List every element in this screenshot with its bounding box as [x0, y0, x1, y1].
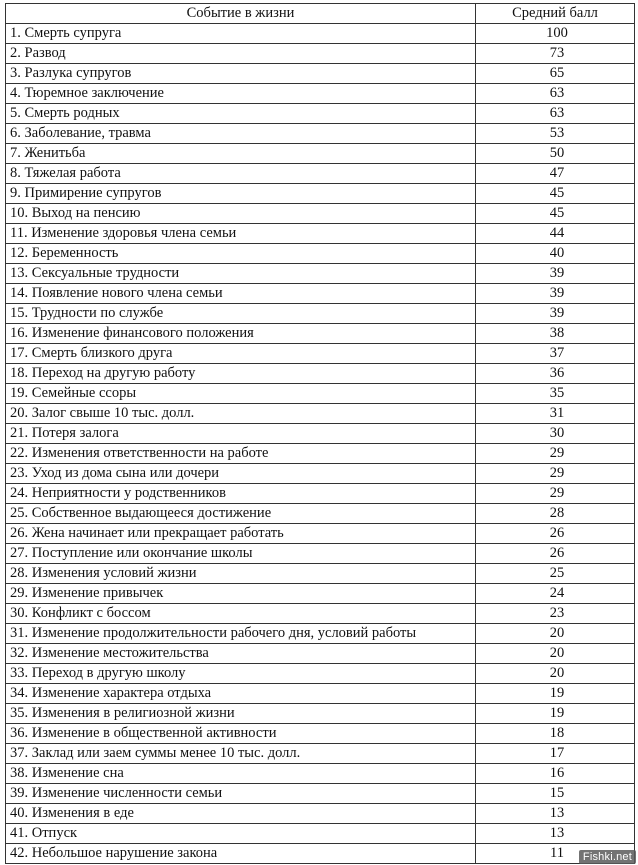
event-cell: 29. Изменение привычек — [6, 584, 476, 604]
score-cell: 37 — [476, 344, 635, 364]
table-row — [6, 784, 635, 804]
event-cell: 34. Изменение характера отдыха — [6, 684, 476, 704]
score-cell: 20 — [476, 624, 635, 644]
event-cell: 5. Смерть родных — [6, 104, 476, 124]
score-cell: 25 — [476, 564, 635, 584]
event-cell: 10. Выход на пенсию — [6, 204, 476, 224]
table-row — [6, 184, 635, 204]
score-cell: 19 — [476, 704, 635, 724]
table-row — [6, 24, 635, 44]
table-body — [6, 24, 635, 864]
event-cell: 11. Изменение здоровья члена семьи — [6, 224, 476, 244]
event-cell: 6. Заболевание, травма — [6, 124, 476, 144]
event-cell: 31. Изменение продолжительности рабочего дня, условий работы — [6, 624, 476, 644]
score-cell: 13 — [476, 804, 635, 824]
score-cell: 73 — [476, 44, 635, 64]
event-cell: 41. Отпуск — [6, 824, 476, 844]
table-row — [6, 664, 635, 684]
table-row — [6, 504, 635, 524]
watermark: Fishki.net — [579, 850, 636, 864]
table-row — [6, 524, 635, 544]
table-row — [6, 704, 635, 724]
table-row — [6, 564, 635, 584]
score-cell: 20 — [476, 644, 635, 664]
table-row — [6, 364, 635, 384]
score-cell: 13 — [476, 824, 635, 844]
event-cell: 30. Конфликт с боссом — [6, 604, 476, 624]
score-cell: 65 — [476, 64, 635, 84]
score-cell: 29 — [476, 484, 635, 504]
table-row — [6, 264, 635, 284]
event-cell: 25. Собственное выдающееся достижение — [6, 504, 476, 524]
event-cell: 40. Изменения в еде — [6, 804, 476, 824]
score-cell: 39 — [476, 264, 635, 284]
table-row — [6, 124, 635, 144]
event-cell: 3. Разлука супругов — [6, 64, 476, 84]
score-cell: 38 — [476, 324, 635, 344]
event-cell: 2. Развод — [6, 44, 476, 64]
event-cell: 32. Изменение местожительства — [6, 644, 476, 664]
table-row — [6, 84, 635, 104]
event-cell: 33. Переход в другую школу — [6, 664, 476, 684]
table-row — [6, 464, 635, 484]
score-cell: 26 — [476, 544, 635, 564]
score-cell: 24 — [476, 584, 635, 604]
table-row — [6, 804, 635, 824]
life-events-table — [5, 3, 635, 864]
event-cell: 22. Изменения ответственности на работе — [6, 444, 476, 464]
event-cell: 20. Залог свыше 10 тыс. долл. — [6, 404, 476, 424]
header-score: Средний балл — [476, 4, 635, 24]
table-row — [6, 544, 635, 564]
event-cell: 37. Заклад или заем суммы менее 10 тыс. долл. — [6, 744, 476, 764]
table-row — [6, 204, 635, 224]
table-row — [6, 644, 635, 664]
score-cell: 44 — [476, 224, 635, 244]
table-row — [6, 104, 635, 124]
table-row — [6, 304, 635, 324]
score-cell: 23 — [476, 604, 635, 624]
event-cell: 1. Смерть супруга — [6, 24, 476, 44]
table-row — [6, 44, 635, 64]
event-cell: 8. Тяжелая работа — [6, 164, 476, 184]
score-cell: 100 — [476, 24, 635, 44]
event-cell: 4. Тюремное заключение — [6, 84, 476, 104]
table-row — [6, 684, 635, 704]
score-cell: 40 — [476, 244, 635, 264]
score-cell: 15 — [476, 784, 635, 804]
score-cell: 63 — [476, 104, 635, 124]
event-cell: 26. Жена начинает или прекращает работать — [6, 524, 476, 544]
table-row — [6, 164, 635, 184]
event-cell: 42. Небольшое нарушение закона — [6, 844, 476, 864]
score-cell: 26 — [476, 524, 635, 544]
table-row — [6, 284, 635, 304]
table-row — [6, 484, 635, 504]
table-row — [6, 724, 635, 744]
event-cell: 7. Женитьба — [6, 144, 476, 164]
table-row — [6, 844, 635, 864]
score-cell: 45 — [476, 184, 635, 204]
table-row — [6, 764, 635, 784]
score-cell: 47 — [476, 164, 635, 184]
score-cell: 39 — [476, 284, 635, 304]
score-cell: 29 — [476, 464, 635, 484]
score-cell: 11 — [476, 844, 635, 864]
table-row — [6, 344, 635, 364]
table-row — [6, 244, 635, 264]
table-row — [6, 584, 635, 604]
score-cell: 30 — [476, 424, 635, 444]
event-cell: 14. Появление нового члена семьи — [6, 284, 476, 304]
event-cell: 19. Семейные ссоры — [6, 384, 476, 404]
header-event: Событие в жизни — [6, 4, 476, 24]
score-cell: 18 — [476, 724, 635, 744]
event-cell: 12. Беременность — [6, 244, 476, 264]
event-cell: 13. Сексуальные трудности — [6, 264, 476, 284]
table-row — [6, 224, 635, 244]
table-row — [6, 744, 635, 764]
event-cell: 38. Изменение сна — [6, 764, 476, 784]
table-row — [6, 824, 635, 844]
table-row — [6, 144, 635, 164]
event-cell: 23. Уход из дома сына или дочери — [6, 464, 476, 484]
score-cell: 35 — [476, 384, 635, 404]
table-row — [6, 424, 635, 444]
table-header-row — [6, 4, 635, 24]
score-cell: 19 — [476, 684, 635, 704]
event-cell: 17. Смерть близкого друга — [6, 344, 476, 364]
event-cell: 16. Изменение финансового положения — [6, 324, 476, 344]
score-cell: 39 — [476, 304, 635, 324]
score-cell: 50 — [476, 144, 635, 164]
event-cell: 9. Примирение супругов — [6, 184, 476, 204]
score-cell: 53 — [476, 124, 635, 144]
table-row — [6, 64, 635, 84]
event-cell: 39. Изменение численности семьи — [6, 784, 476, 804]
score-cell: 63 — [476, 84, 635, 104]
score-cell: 16 — [476, 764, 635, 784]
event-cell: 36. Изменение в общественной активности — [6, 724, 476, 744]
score-cell: 31 — [476, 404, 635, 424]
score-cell: 20 — [476, 664, 635, 684]
table-row — [6, 384, 635, 404]
table-row — [6, 404, 635, 424]
event-cell: 35. Изменения в религиозной жизни — [6, 704, 476, 724]
table-row — [6, 604, 635, 624]
score-cell: 29 — [476, 444, 635, 464]
score-cell: 28 — [476, 504, 635, 524]
table-row — [6, 624, 635, 644]
table-row — [6, 444, 635, 464]
event-cell: 28. Изменения условий жизни — [6, 564, 476, 584]
score-cell: 36 — [476, 364, 635, 384]
event-cell: 21. Потеря залога — [6, 424, 476, 444]
score-cell: 17 — [476, 744, 635, 764]
score-cell: 45 — [476, 204, 635, 224]
event-cell: 27. Поступление или окончание школы — [6, 544, 476, 564]
table-row — [6, 324, 635, 344]
event-cell: 24. Неприятности у родственников — [6, 484, 476, 504]
event-cell: 15. Трудности по службе — [6, 304, 476, 324]
event-cell: 18. Переход на другую работу — [6, 364, 476, 384]
